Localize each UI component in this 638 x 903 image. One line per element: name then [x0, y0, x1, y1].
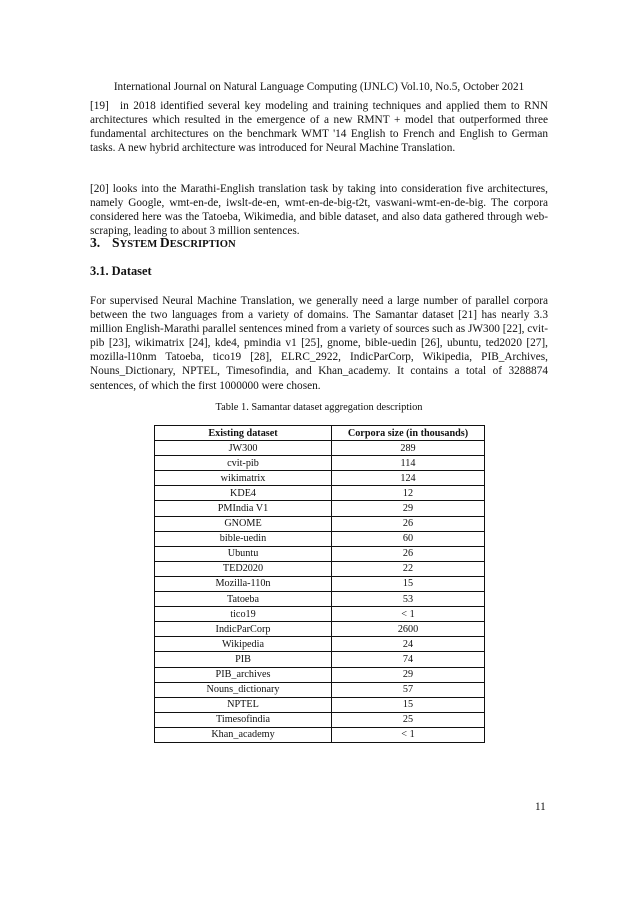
table-row	[155, 456, 485, 471]
section-title-initial-2: D	[159, 235, 170, 250]
table-row	[155, 486, 485, 501]
section-heading	[90, 234, 236, 253]
table-row	[155, 607, 485, 622]
dataset-name-cell: wikimatrix	[155, 471, 332, 486]
table-row	[155, 561, 485, 576]
table-row	[155, 637, 485, 652]
corpora-size-cell: 15	[332, 697, 485, 712]
dataset-name-cell: Wikipedia	[155, 637, 332, 652]
corpora-size-cell: 53	[332, 592, 485, 607]
dataset-name-cell: tico19	[155, 607, 332, 622]
table-row	[155, 516, 485, 531]
corpora-size-cell: 26	[332, 516, 485, 531]
section-number: 3.	[90, 235, 101, 250]
dataset-name-cell: GNOME	[155, 516, 332, 531]
corpora-size-cell: 26	[332, 546, 485, 561]
section-title-smallcaps-2: ESCRIPTION	[169, 239, 236, 250]
table-row	[155, 712, 485, 727]
table-header-cell: Existing dataset	[155, 426, 332, 441]
table-row	[155, 471, 485, 486]
dataset-name-cell: Mozilla-110n	[155, 576, 332, 591]
dataset-name-cell: JW300	[155, 441, 332, 456]
corpora-size-cell: 15	[332, 576, 485, 591]
section-title-smallcaps-1: YSTEM	[119, 239, 160, 250]
running-head: International Journal on Natural Language Computing (IJNLC) Vol.10, No.5, October 2021	[113, 81, 525, 93]
table-row	[155, 546, 485, 561]
dataset-name-cell: TED2020	[155, 561, 332, 576]
table-row	[155, 622, 485, 637]
dataset-table	[154, 425, 485, 743]
corpora-size-cell: 60	[332, 531, 485, 546]
dataset-name-cell: bible-uedin	[155, 531, 332, 546]
page-number: 11	[535, 801, 546, 813]
subsection-heading: 3.1. Dataset	[90, 264, 152, 278]
section-title-initial-1: S	[112, 235, 120, 250]
corpora-size-cell: 124	[332, 471, 485, 486]
citation-ref-19: [19]	[90, 100, 109, 112]
paragraph-ref-20: [20] looks into the Marathi-English translation task by taking into consideration five architectures, namely Google, wmt-en-de, iwslt-de-en, wmt-en-de-big-t2t, vaswani-wmt-en-de-big. The corpora considered here was the Tatoeba, Wikimedia, and bible dataset, and also data gathered through web-scraping, leading to about 3 million sentences.	[90, 183, 548, 238]
corpora-size-cell: 29	[332, 501, 485, 516]
dataset-name-cell: Timesofindia	[155, 712, 332, 727]
corpora-size-cell: 289	[332, 441, 485, 456]
table-row	[155, 652, 485, 667]
corpora-size-cell: 74	[332, 652, 485, 667]
table-row	[155, 501, 485, 516]
table-row	[155, 441, 485, 456]
table-caption: Table 1. Samantar dataset aggregation description	[215, 402, 423, 413]
dataset-name-cell: Khan_academy	[155, 727, 332, 742]
corpora-size-cell: 22	[332, 561, 485, 576]
table-header-cell: Corpora size (in thousands)	[332, 426, 485, 441]
dataset-paragraph: For supervised Neural Machine Translation, we generally need a large number of parallel corpora between the two languages from a variety of domains. The Samantar dataset [21] has nearly 3.3 million English-Marathi parallel sentences mined from a variety of sources such as JW300 [22], cvit-pib [23], wikimatrix [24], kde4, pmindia v1 [25], gnome, bible-uedin [26], ubuntu, ted2020 [27], mozilla-l10nm Tatoeba, tico19 [28], ELRC_2922, IndicParCorp, Wikipedia, PIB_Archives, Nouns_Dictionary, NPTEL, Timesofindia, and Khan_academy. It contains a total of 3288874 sentences, of which the first 1000000 were chosen.	[90, 295, 548, 392]
corpora-size-cell: 2600	[332, 622, 485, 637]
corpora-size-cell: 24	[332, 637, 485, 652]
paragraph-ref-19	[90, 99, 548, 155]
corpora-size-cell: 114	[332, 456, 485, 471]
dataset-name-cell: PIB_archives	[155, 667, 332, 682]
corpora-size-cell: < 1	[332, 607, 485, 622]
table-row	[155, 682, 485, 697]
paragraph-ref-19-text: in 2018 identified several key modeling and training techniques and applied them to RNN architectures which resulted in the emergence of a new RMNT + model that outperformed three fundamental architectures on the benchmark WMT '14 English to French and English to German tasks. A new hybrid architecture was introduced for Neural Machine Translation.	[90, 100, 548, 155]
dataset-name-cell: Tatoeba	[155, 592, 332, 607]
dataset-name-cell: cvit-pib	[155, 456, 332, 471]
corpora-size-cell: 25	[332, 712, 485, 727]
corpora-size-cell: < 1	[332, 727, 485, 742]
dataset-name-cell: KDE4	[155, 486, 332, 501]
dataset-name-cell: NPTEL	[155, 697, 332, 712]
table-row	[155, 592, 485, 607]
dataset-name-cell: PMIndia V1	[155, 501, 332, 516]
table-header-row	[155, 426, 485, 441]
table-row	[155, 697, 485, 712]
corpora-size-cell: 12	[332, 486, 485, 501]
table-row	[155, 531, 485, 546]
table-row	[155, 667, 485, 682]
table-row	[155, 576, 485, 591]
corpora-size-cell: 29	[332, 667, 485, 682]
dataset-name-cell: Ubuntu	[155, 546, 332, 561]
dataset-name-cell: PIB	[155, 652, 332, 667]
table-row	[155, 727, 485, 742]
dataset-name-cell: IndicParCorp	[155, 622, 332, 637]
corpora-size-cell: 57	[332, 682, 485, 697]
dataset-name-cell: Nouns_dictionary	[155, 682, 332, 697]
